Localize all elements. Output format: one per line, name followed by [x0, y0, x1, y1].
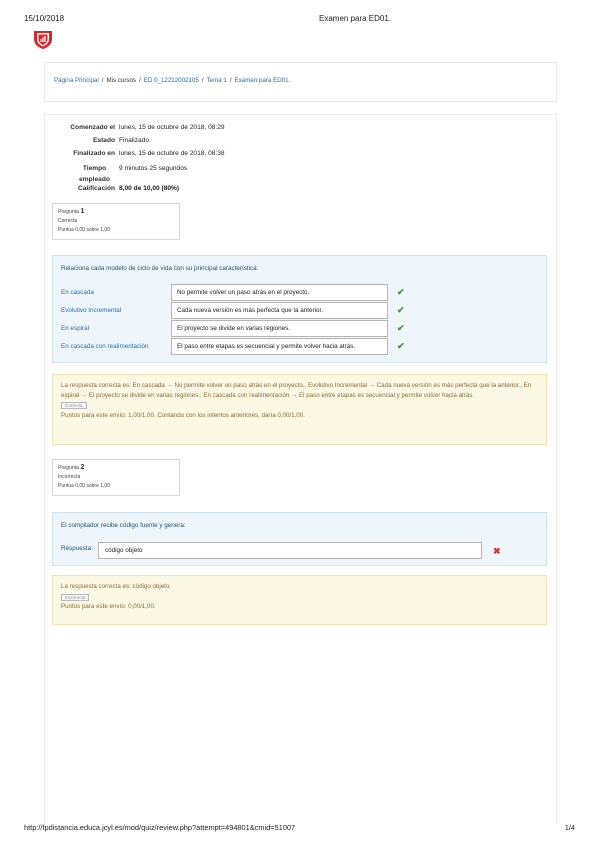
question-number [58, 464, 174, 471]
summary-value: 8,00 de 10,00 (80%) [119, 185, 180, 192]
summary-label: Tiempo empleado [79, 165, 110, 183]
question-number [58, 208, 174, 215]
summary-label: Finalizado en [73, 150, 115, 157]
attempt-summary [52, 124, 225, 198]
summary-row-state [52, 137, 225, 150]
match-row [61, 302, 405, 319]
answer-row [61, 545, 541, 562]
question-info [52, 203, 180, 240]
breadcrumb [44, 62, 557, 102]
question-mark: Puntúa 0,00 sobre 1,00 [58, 227, 110, 233]
page-number: 1/4 [564, 823, 575, 832]
breadcrumb-quiz-link[interactable]: Examen para ED01. [234, 77, 291, 84]
summary-row-grade [52, 185, 225, 198]
right-answer: La respuesta correcta es: En cascada → No permite volver un paso atrás en el proyecto., Evolutivo Incremental → Cada nueva versión es más perfecta que la anterior., En espiral → El proyecto se divide en varias regiones., En cascada con realimentación → El paso entre etapas es secuencial y permite volver hacia atrás. [61, 382, 532, 399]
answer-label: Respuesta: [61, 545, 93, 552]
match-stem: Evolutivo Incremental [61, 307, 122, 314]
breadcrumb-separator: / [201, 77, 204, 84]
summary-value: lunes, 15 de octubre de 2018, 08:29 [119, 124, 225, 131]
summary-row-time [52, 163, 225, 185]
check-icon: ✔ [397, 323, 405, 333]
question-feedback [52, 575, 547, 625]
question-formulation [52, 512, 547, 566]
breadcrumb-home-link[interactable]: Página Principal [54, 77, 99, 84]
breadcrumb-topic-link[interactable]: Tema 1 [206, 77, 227, 84]
print-doc-title: Examen para ED01. [319, 14, 392, 23]
match-select[interactable]: Cada nueva versión es más perfecta que la anterior. [171, 302, 388, 319]
summary-label: Comenzado el [70, 124, 115, 131]
question-prefix: Pregunta [58, 465, 80, 471]
question-mark: Puntúa 0,00 sobre 1,00 [58, 483, 110, 489]
answer-input[interactable]: código objeto [98, 542, 482, 559]
check-icon: ✔ [397, 341, 405, 351]
check-icon: ✔ [397, 305, 405, 315]
print-date: 15/10/2018 [24, 14, 65, 23]
breadcrumb-separator: / [139, 77, 141, 84]
right-answer: La respuesta correcta es: código objeto. [61, 583, 172, 590]
question-info [52, 459, 180, 496]
question-state: Incorrecta [58, 474, 81, 480]
match-row [61, 338, 405, 355]
print-footer [24, 823, 575, 832]
match-select[interactable]: No permite volver un paso atrás en el proyecto. [171, 284, 388, 301]
question-formulation [52, 255, 547, 363]
match-select[interactable]: El proyecto se divide en varias regiones. [171, 320, 388, 337]
check-icon: ✔ [397, 287, 405, 297]
points-text: Puntos para este envío: 1,00/1,00. Contando con los intentos anteriores, daría 0,00/1,00. [61, 411, 305, 419]
breadcrumb-my-courses: Mis cursos [106, 77, 137, 84]
summary-row-finished [52, 150, 225, 163]
summary-label: Calificación [77, 185, 115, 192]
incorrect-badge: Incorrecta [61, 594, 89, 601]
breadcrumb-separator: / [229, 77, 232, 84]
breadcrumb-course-link[interactable]: ED 0_12212002105 [143, 77, 199, 84]
cross-icon: ✖ [493, 546, 501, 556]
match-row [61, 320, 405, 337]
question-prefix: Pregunta [58, 209, 80, 215]
match-select[interactable]: El paso entre etapas es secuencial y permite volver hacia atrás. [171, 338, 388, 355]
shield-logo-icon [32, 28, 54, 50]
print-url: http://fpdistancia.educa.jcyl.es/mod/quiz/review.php?attempt=494801&cmid=51007 [24, 823, 296, 832]
correct-badge: Correcta [61, 402, 87, 409]
summary-row-started [52, 124, 225, 137]
question-number-value: 2 [80, 464, 85, 471]
summary-value: 9 minutos 25 segundos [119, 165, 188, 172]
question-text: El compilador recibe código fuente y genera: [61, 522, 186, 529]
summary-value: Finalizado [119, 137, 150, 144]
match-stem: En cascada [61, 289, 94, 296]
question-number-value: 1 [80, 208, 85, 215]
points-text: Puntos para este envío: 0,00/1,00. [61, 603, 156, 611]
question-feedback [52, 374, 547, 445]
match-row [61, 284, 405, 301]
breadcrumb-separator: / [101, 77, 104, 84]
match-stem: En cascada con realimentación [61, 343, 149, 350]
site-logo[interactable] [32, 28, 54, 50]
question-text: Relaciona cada modelo de ciclo de vida con su principal característica: [61, 265, 259, 272]
question-state: Correcta [58, 218, 78, 224]
summary-label: Estado [93, 137, 115, 144]
summary-value: lunes, 15 de octubre de 2018, 08:38 [119, 150, 225, 157]
match-stem: En espiral [61, 325, 90, 332]
